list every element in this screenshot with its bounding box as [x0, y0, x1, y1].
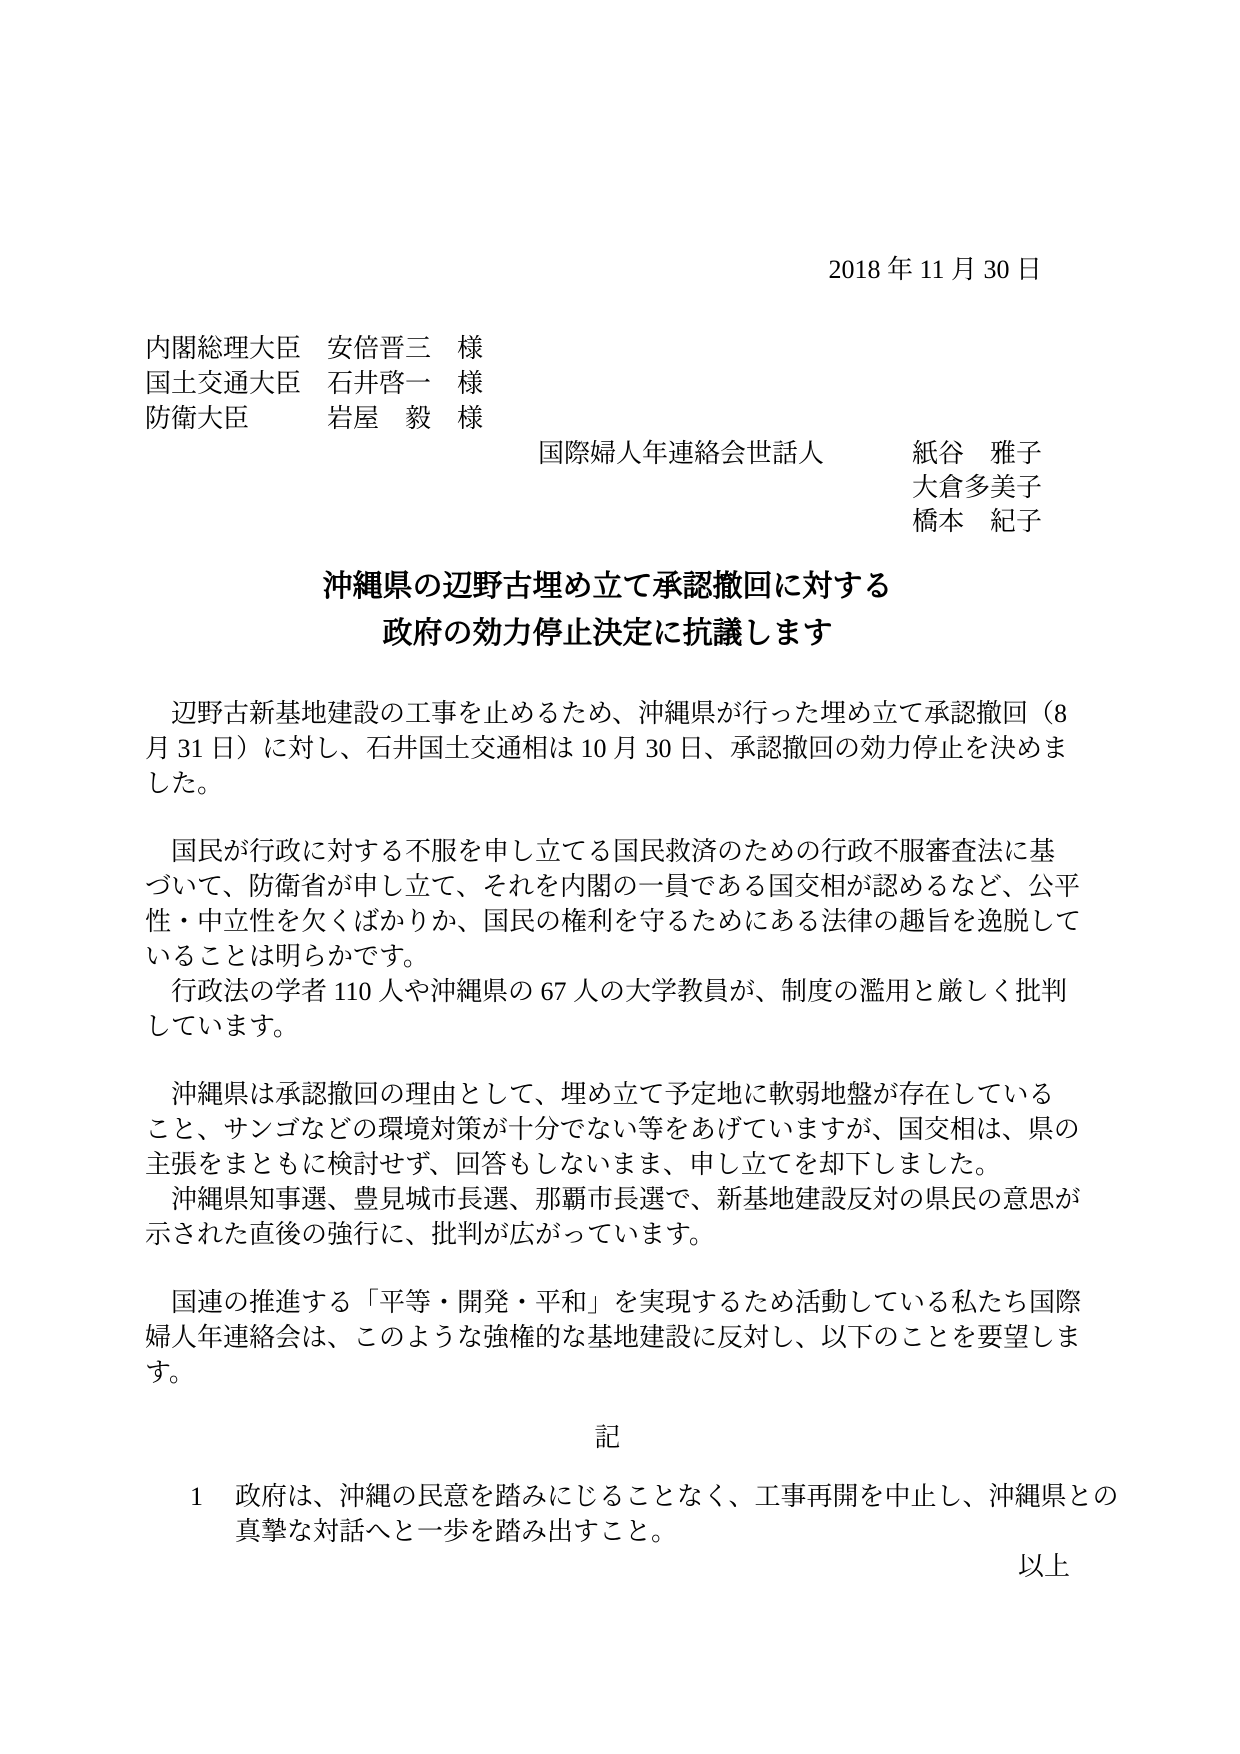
paragraph-line: 沖縄県は承認撤回の理由として、埋め立て予定地に軟弱地盤が存在している	[145, 1080, 1055, 1109]
recipient-prime-minister: 内閣総理大臣 安倍晋三 様	[145, 334, 484, 363]
paragraph-line: いることは明らかです。	[145, 942, 429, 971]
paragraph-line: 辺野古新基地建設の工事を止めるため、沖縄県が行った埋め立て承認撤回（8	[145, 699, 1067, 728]
sender-organization: 国際婦人年連絡会世話人	[538, 439, 825, 468]
request-line: 真摯な対話へと一歩を踏み出すこと。	[235, 1517, 678, 1546]
paragraph-line: こと、サンゴなどの環境対策が十分でない等をあげていますが、国交相は、県の	[145, 1115, 1080, 1144]
paragraph-line: した。	[145, 769, 224, 798]
sender-name: 大倉多美子	[912, 473, 1043, 502]
paragraph-1	[145, 696, 1070, 801]
paragraph-2	[145, 834, 1082, 1044]
paragraph-line: 行政法の学者 110 人や沖縄県の 67 人の大学教員が、制度の濫用と厳しく批判	[145, 977, 1068, 1006]
document-title-line-2: 政府の効力停止決定に抗議します	[382, 617, 833, 650]
sender-name-list	[912, 437, 1042, 539]
recipient-defense-minister: 防衛大臣 岩屋 毅 様	[145, 404, 484, 433]
paragraph-line: 示された直後の強行に、批判が広がっています。	[145, 1220, 715, 1249]
paragraph-4	[145, 1285, 1082, 1390]
closing-label: 以上	[1017, 1552, 1070, 1581]
recipient-list	[145, 331, 1070, 436]
paragraph-line: しています。	[145, 1012, 299, 1041]
paragraph-line: づいて、防衛省が申し立て、それを内閣の一員である国交相が認めるなど、公平	[145, 872, 1080, 901]
paragraph-line: 婦人年連絡会は、このような強権的な基地建設に反対し、以下のことを要望しま	[145, 1323, 1082, 1352]
paragraph-line: 国連の推進する「平等・開発・平和」を実現するため活動している私たち国際	[145, 1288, 1082, 1317]
sender-block	[538, 437, 1070, 539]
request-number: 1	[190, 1482, 203, 1511]
sender-name: 紙谷 雅子	[912, 439, 1043, 468]
request-line: 政府は、沖縄の民意を踏みにじることなく、工事再開を中止し、沖縄県との	[235, 1482, 1119, 1511]
sender-name: 橋本 紀子	[912, 507, 1043, 536]
document-title	[145, 563, 1070, 657]
paragraph-3	[145, 1077, 1081, 1252]
request-text	[235, 1479, 1118, 1549]
paragraph-line: す。	[145, 1358, 195, 1387]
paragraph-line: 月 31 日）に対し、石井国土交通相は 10 月 30 日、承認撤回の効力停止を決めま	[145, 734, 1069, 763]
document-title-line-1: 沖縄県の辺野古埋め立て承認撤回に対する	[322, 570, 893, 603]
recipient-transport-minister: 国土交通大臣 石井啓一 様	[145, 369, 484, 398]
notation-label: 記	[594, 1423, 621, 1452]
paragraph-line: 国民が行政に対する不服を申し立てる国民救済のための行政不服審査法に基	[145, 837, 1056, 866]
request-item-1	[145, 1479, 1119, 1549]
paragraph-line: 沖縄県知事選、豊見城市長選、那覇市長選で、新基地建設反対の県民の意思が	[145, 1185, 1081, 1214]
paragraph-line: 性・中立性を欠くばかりか、国民の権利を守るためにある法律の趣旨を逸脱して	[145, 907, 1082, 936]
document-body	[145, 696, 1082, 1390]
paragraph-line: 主張をまともに検討せず、回答もしないまま、申し立てを却下しました。	[145, 1150, 1001, 1179]
document-date: 2018 年 11 月 30 日	[828, 255, 1042, 284]
